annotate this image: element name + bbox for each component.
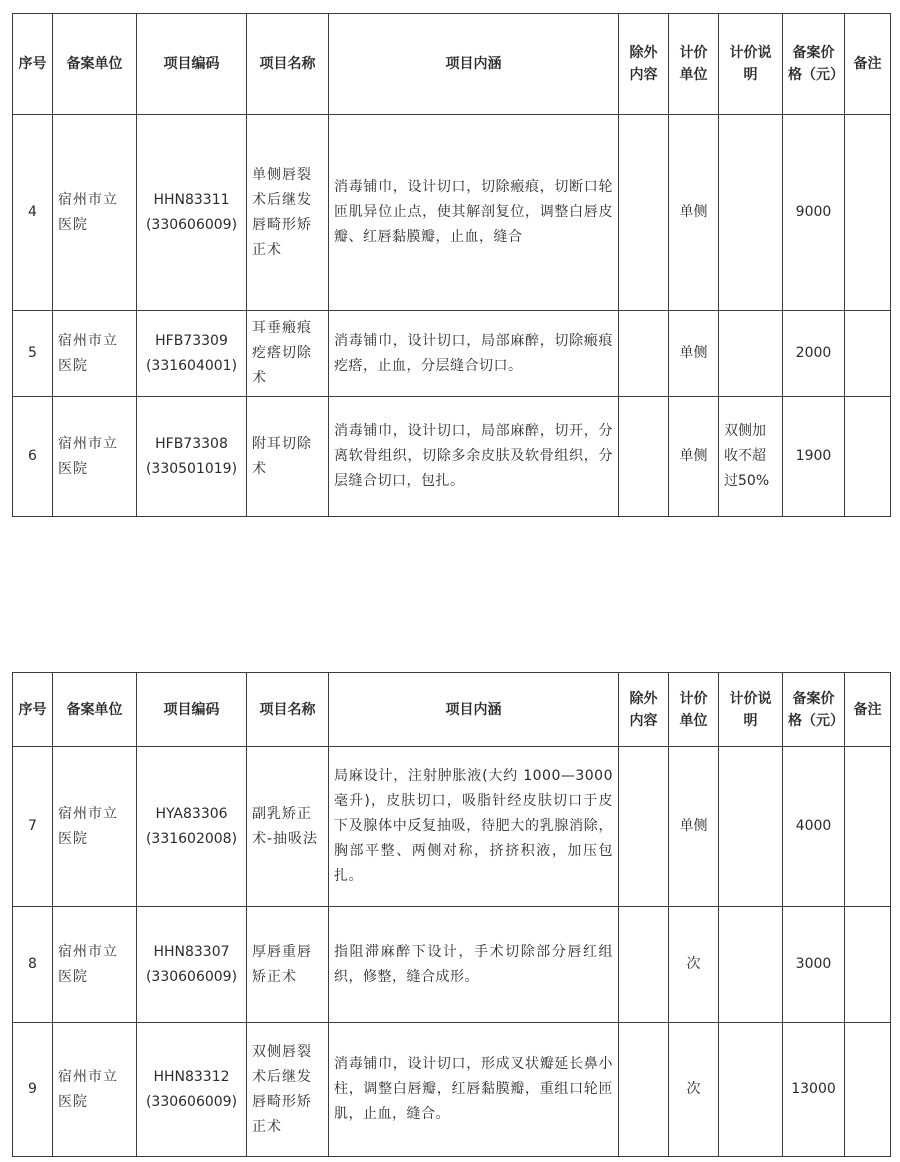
header-seq: 序号 bbox=[13, 673, 53, 747]
cell-content: 局麻设计，注射肿胀液(大约 1000—3000 毫升)，皮肤切口，吸脂针经皮肤切口于皮下及腺体中反复抽吸，待肥大的乳腺消除，胸部平整、两侧对称，挤挤积液，加压包扎。 bbox=[329, 747, 619, 907]
cell-price: 3000 bbox=[783, 907, 845, 1023]
cell-price: 4000 bbox=[783, 747, 845, 907]
cell-price-unit: 次 bbox=[669, 1023, 719, 1157]
cell-price-unit: 单侧 bbox=[669, 115, 719, 311]
cell-name: 耳垂瘢痕疙瘩切除术 bbox=[247, 311, 329, 397]
cell-seq: 4 bbox=[13, 115, 53, 311]
cell-price-unit: 单侧 bbox=[669, 311, 719, 397]
header-price: 备案价格（元） bbox=[783, 673, 845, 747]
cell-code bbox=[137, 747, 247, 907]
cell-name: 双侧唇裂术后继发唇畸形矫正术 bbox=[247, 1023, 329, 1157]
header-seq: 序号 bbox=[13, 14, 53, 115]
header-content: 项目内涵 bbox=[329, 673, 619, 747]
cell-price: 9000 bbox=[783, 115, 845, 311]
header-name: 项目名称 bbox=[247, 14, 329, 115]
cell-exclude bbox=[619, 397, 669, 517]
code-main: HFB73308 bbox=[155, 435, 228, 452]
table-row bbox=[13, 907, 891, 1023]
header-row bbox=[13, 14, 891, 115]
cell-remark bbox=[845, 397, 891, 517]
table-row bbox=[13, 311, 891, 397]
cell-price-note bbox=[719, 907, 783, 1023]
cell-seq: 8 bbox=[13, 907, 53, 1023]
cell-code bbox=[137, 311, 247, 397]
cell-name: 副乳矫正术-抽吸法 bbox=[247, 747, 329, 907]
header-name: 项目名称 bbox=[247, 673, 329, 747]
cell-exclude bbox=[619, 311, 669, 397]
cell-price-unit: 次 bbox=[669, 907, 719, 1023]
code-main: HHN83307 bbox=[153, 943, 230, 960]
cell-code bbox=[137, 1023, 247, 1157]
cell-remark bbox=[845, 747, 891, 907]
header-price-unit: 计价单位 bbox=[669, 673, 719, 747]
header-code: 项目编码 bbox=[137, 673, 247, 747]
header-price-note: 计价说明 bbox=[719, 673, 783, 747]
cell-price-unit: 单侧 bbox=[669, 397, 719, 517]
cell-price-note bbox=[719, 311, 783, 397]
code-sub: (331602008) bbox=[145, 830, 238, 847]
cell-seq: 7 bbox=[13, 747, 53, 907]
fee-table-2 bbox=[12, 672, 891, 1157]
cell-content: 消毒铺巾，设计切口，局部麻醉，切开，分离软骨组织，切除多余皮肤及软骨组织，分层缝合切口，包扎。 bbox=[329, 397, 619, 517]
cell-remark bbox=[845, 115, 891, 311]
cell-name: 单侧唇裂术后继发唇畸形矫正术 bbox=[247, 115, 329, 311]
table-row bbox=[13, 397, 891, 517]
cell-seq: 9 bbox=[13, 1023, 53, 1157]
cell-content: 消毒铺巾，设计切口，切除瘢痕，切断口轮匝肌异位止点，使其解剖复位，调整白唇皮瓣、红唇黏膜瓣，止血，缝合 bbox=[329, 115, 619, 311]
cell-remark bbox=[845, 311, 891, 397]
header-unit: 备案单位 bbox=[53, 673, 137, 747]
code-sub: (330501019) bbox=[145, 460, 238, 477]
header-row bbox=[13, 673, 891, 747]
code-main: HHN83311 bbox=[153, 191, 230, 208]
cell-price: 13000 bbox=[783, 1023, 845, 1157]
cell-name: 附耳切除术 bbox=[247, 397, 329, 517]
cell-exclude bbox=[619, 747, 669, 907]
header-price-unit: 计价单位 bbox=[669, 14, 719, 115]
table-row bbox=[13, 115, 891, 311]
code-sub: (330606009) bbox=[145, 968, 238, 985]
fee-table-1 bbox=[12, 13, 891, 517]
cell-seq: 5 bbox=[13, 311, 53, 397]
header-remark: 备注 bbox=[845, 14, 891, 115]
header-price-note: 计价说明 bbox=[719, 14, 783, 115]
table-row bbox=[13, 1023, 891, 1157]
header-price: 备案价格（元） bbox=[783, 14, 845, 115]
header-unit: 备案单位 bbox=[53, 14, 137, 115]
header-remark: 备注 bbox=[845, 673, 891, 747]
code-sub: (331604001) bbox=[145, 357, 238, 374]
cell-unit: 宿州市立医院 bbox=[53, 1023, 137, 1157]
code-main: HYA83306 bbox=[155, 805, 228, 822]
cell-exclude bbox=[619, 115, 669, 311]
table-row bbox=[13, 747, 891, 907]
cell-unit: 宿州市立医院 bbox=[53, 311, 137, 397]
cell-unit: 宿州市立医院 bbox=[53, 397, 137, 517]
cell-seq: 6 bbox=[13, 397, 53, 517]
header-exclude: 除外内容 bbox=[619, 673, 669, 747]
code-main: HFB73309 bbox=[155, 332, 228, 349]
code-sub: (330606009) bbox=[145, 1093, 238, 1110]
header-code: 项目编码 bbox=[137, 14, 247, 115]
cell-exclude bbox=[619, 1023, 669, 1157]
cell-price: 1900 bbox=[783, 397, 845, 517]
code-sub: (330606009) bbox=[145, 216, 238, 233]
cell-content: 消毒铺巾，设计切口，形成叉状瓣延长鼻小柱，调整白唇瓣，红唇黏膜瓣，重组口轮匝肌，止血，缝合。 bbox=[329, 1023, 619, 1157]
cell-content: 指阻滞麻醉下设计，手术切除部分唇红组织，修整，缝合成形。 bbox=[329, 907, 619, 1023]
cell-unit: 宿州市立医院 bbox=[53, 747, 137, 907]
cell-price-note bbox=[719, 115, 783, 311]
cell-remark bbox=[845, 907, 891, 1023]
cell-price-note: 双侧加收不超过50% bbox=[719, 397, 783, 517]
cell-price-note bbox=[719, 747, 783, 907]
cell-code bbox=[137, 115, 247, 311]
cell-price: 2000 bbox=[783, 311, 845, 397]
cell-exclude bbox=[619, 907, 669, 1023]
code-main: HHN83312 bbox=[153, 1068, 230, 1085]
cell-price-note bbox=[719, 1023, 783, 1157]
cell-unit: 宿州市立医院 bbox=[53, 115, 137, 311]
cell-code bbox=[137, 397, 247, 517]
cell-content: 消毒铺巾，设计切口，局部麻醉，切除瘢痕疙瘩，止血，分层缝合切口。 bbox=[329, 311, 619, 397]
header-content: 项目内涵 bbox=[329, 14, 619, 115]
cell-name: 厚唇重唇矫正术 bbox=[247, 907, 329, 1023]
cell-remark bbox=[845, 1023, 891, 1157]
cell-price-unit: 单侧 bbox=[669, 747, 719, 907]
cell-unit: 宿州市立医院 bbox=[53, 907, 137, 1023]
cell-code bbox=[137, 907, 247, 1023]
header-exclude: 除外内容 bbox=[619, 14, 669, 115]
